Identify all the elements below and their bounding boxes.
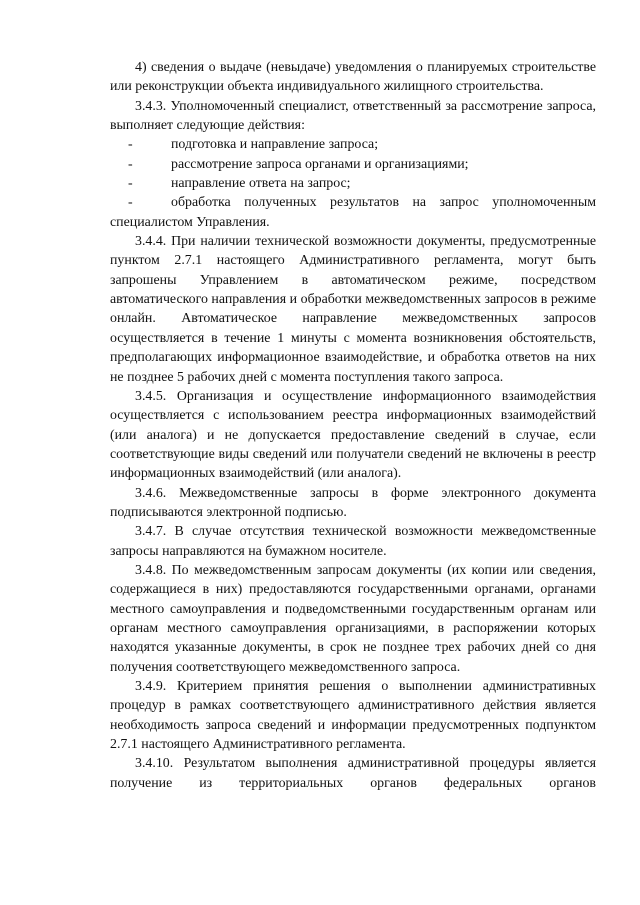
action-list-item xyxy=(110,155,596,174)
paragraph-3-4-5: 3.4.5. Организация и осуществление информационного взаимодействия осуществляется с использованием реестра информационных взаимодействий (или аналога) и не допускается предоставление сведений в случае, если соответствующие виды сведений или получатели сведений не включены в реестр информационных взаимодействий (или аналога). xyxy=(110,388,596,482)
paragraph-item-4: 4) сведения о выдаче (невыдаче) уведомления о планируемых строительстве или реконструкции объекта индивидуального жилищного строительства. xyxy=(110,60,596,95)
action-text: рассмотрение запроса органами и организациями; xyxy=(171,156,469,172)
action-list-continuation: специалистом Управления. xyxy=(110,214,270,230)
dash-marker: - xyxy=(128,156,133,172)
dash-marker: - xyxy=(128,195,133,211)
action-text: подготовка и направление запроса; xyxy=(171,137,379,153)
paragraph-3-4-7: 3.4.7. В случае отсутствия технической возможности межведомственные запросы направляются на бумажном носителе. xyxy=(110,524,596,559)
paragraph-3-4-10: 3.4.10. Результатом выполнения административной процедуры является получение из территориальных органов федеральных органов xyxy=(110,756,596,791)
paragraph-3-4-9: 3.4.9. Критерием принятия решения о выполнении административных процедур в рамках соответствующего административного действия является необходимость запроса сведений и информации предусмотренных подпунктом 2.7.1 настоящего Административного регламента. xyxy=(110,679,596,753)
action-list-item xyxy=(110,135,596,154)
action-list-item xyxy=(110,174,596,193)
paragraph-3-4-3: 3.4.3. Уполномоченный специалист, ответственный за рассмотрение запроса, выполняет следующие действия: xyxy=(110,98,596,134)
paragraph-3-4-6: 3.4.6. Межведомственные запросы в форме электронного документа подписываются электронной подписью. xyxy=(110,485,596,520)
paragraph-3-4-8: 3.4.8. По межведомственным запросам документы (их копии или сведения, содержащиеся в них) предоставляются государственными органами, органами местного самоуправления и подведомственными государственным органам или органам местного самоуправления организациями, в распоряжении которых находятся указанные документы, в срок не позднее трех рабочих дней со дня получения соответствующего межведомственного запроса. xyxy=(110,562,596,675)
action-text: обработка полученных результатов на запрос уполномоченным xyxy=(171,195,596,211)
action-text: направление ответа на запрос; xyxy=(171,176,351,192)
paragraph-3-4-4: 3.4.4. При наличии технической возможности документы, предусмотренные пунктом 2.7.1 настоящего Административного регламента, могут быть запрошены Управлением в автоматическом режиме, посредством автоматического направления и обработки межведомственных запросов в режиме онлайн. Автоматическое направление межведомственных запросов осуществляется в течение 1 минуты с момента возникновения обстоятельств, предполагающих информационное взаимодействие, и обработка ответов на них не позднее 5 рабочих дней с момента поступления такого запроса. xyxy=(110,234,596,385)
document-body xyxy=(110,58,596,793)
dash-marker: - xyxy=(128,176,133,192)
dash-marker: - xyxy=(128,137,133,153)
action-list-item xyxy=(110,193,596,212)
